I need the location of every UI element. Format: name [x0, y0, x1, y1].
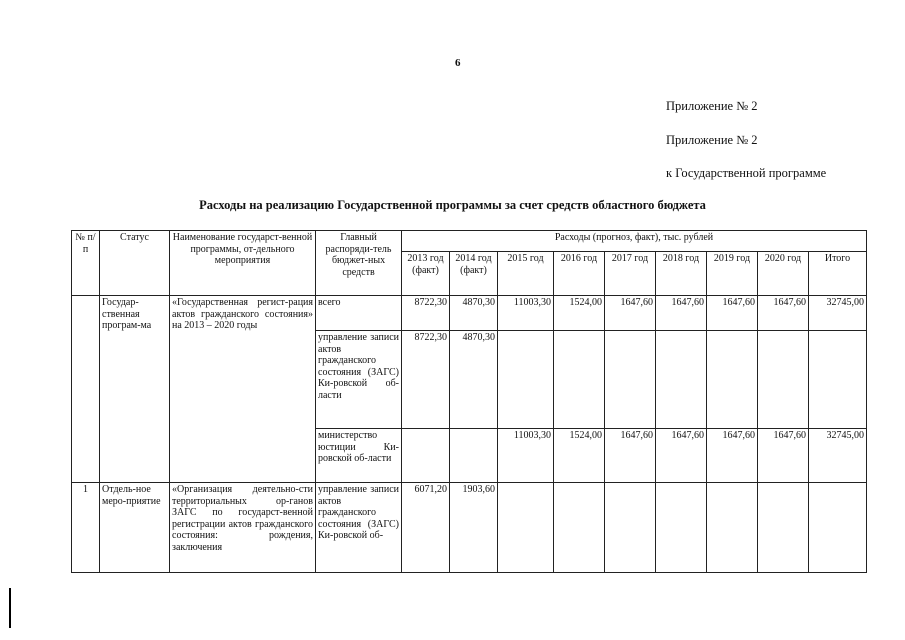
cell-total: [809, 331, 867, 429]
cell-value: [554, 331, 605, 429]
cell-value: [656, 331, 707, 429]
cell-value: [605, 331, 656, 429]
expenses-table: [71, 230, 867, 573]
header-year: 2014 год (факт): [450, 252, 498, 296]
cell-value: [450, 429, 498, 483]
cell-value: [498, 483, 554, 573]
header-year: 2018 год: [656, 252, 707, 296]
cell-value: [554, 483, 605, 573]
row-status: Государ-ственная програм-ма: [100, 296, 170, 483]
row-admin: всего: [316, 296, 402, 331]
cell-value: [707, 331, 758, 429]
row-admin: министерство юстиции Ки-ровской об-ласти: [316, 429, 402, 483]
header-year: 2015 год: [498, 252, 554, 296]
page-number: 6: [455, 57, 461, 69]
cell-value: [605, 483, 656, 573]
cell-value: 1524,00: [554, 296, 605, 331]
header-year: 2019 год: [707, 252, 758, 296]
appendix-label-repeat: Приложение № 2: [666, 133, 758, 147]
header-total: Итого: [809, 252, 867, 296]
cell-value: 6071,20: [402, 483, 450, 573]
document-title: Расходы на реализацию Государственной программы за счет средств областного бюджета: [199, 198, 706, 212]
cell-total: [809, 483, 867, 573]
row-admin: управление записи актов гражданского состояния (ЗАГС) Ки-ровской об-ласти: [316, 331, 402, 429]
table-row: [72, 483, 867, 573]
cell-value: [498, 331, 554, 429]
row-admin: управление записи актов гражданского состояния (ЗАГС) Ки-ровской об-: [316, 483, 402, 573]
header-expenses: Расходы (прогноз, факт), тыс. рублей: [402, 231, 867, 252]
cell-value: 1903,60: [450, 483, 498, 573]
cell-value: 1647,60: [707, 296, 758, 331]
cell-value: 11003,30: [498, 429, 554, 483]
header-year: 2013 год (факт): [402, 252, 450, 296]
cell-value: 1647,60: [758, 296, 809, 331]
header-status: Статус: [100, 231, 170, 296]
header-admin: Главный распоряди-тель бюджет-ных средств: [316, 231, 402, 296]
cell-value: 1524,00: [554, 429, 605, 483]
cell-value: 1647,60: [656, 429, 707, 483]
cell-value: 1647,60: [758, 429, 809, 483]
row-num: 1: [72, 483, 100, 573]
header-year: 2020 год: [758, 252, 809, 296]
row-status: Отдель-ное меро-приятие: [100, 483, 170, 573]
header-num: № п/п: [72, 231, 100, 296]
cell-value: 1647,60: [707, 429, 758, 483]
cell-value: [758, 483, 809, 573]
cell-value: 8722,30: [402, 296, 450, 331]
cell-value: [402, 429, 450, 483]
header-year: 2017 год: [605, 252, 656, 296]
cell-value: [758, 331, 809, 429]
cell-value: [707, 483, 758, 573]
header-year: 2016 год: [554, 252, 605, 296]
cell-value: 4870,30: [450, 331, 498, 429]
cell-total: 32745,00: [809, 296, 867, 331]
header-name: Наименование государст-венной программы, от-дельного мероприятия: [170, 231, 316, 296]
cell-value: 8722,30: [402, 331, 450, 429]
row-name: «Государственная регист-рация актов гражданского состояния» на 2013 – 2020 годы: [170, 296, 316, 483]
cell-value: 1647,60: [656, 296, 707, 331]
cell-value: 4870,30: [450, 296, 498, 331]
cell-value: 1647,60: [605, 296, 656, 331]
scan-margin-line: [9, 588, 11, 628]
cell-value: 11003,30: [498, 296, 554, 331]
cell-value: [656, 483, 707, 573]
appendix-label: Приложение № 2: [666, 99, 758, 113]
row-num: [72, 296, 100, 483]
row-name: «Организация деятельно-сти территориальных ор-ганов ЗАГС по государст-венной регистрации актов гражданского состояния: рождения, заключения: [170, 483, 316, 573]
appendix-reference: к Государственной программе: [666, 166, 827, 180]
cell-total: 32745,00: [809, 429, 867, 483]
table-row: [72, 296, 867, 331]
cell-value: 1647,60: [605, 429, 656, 483]
